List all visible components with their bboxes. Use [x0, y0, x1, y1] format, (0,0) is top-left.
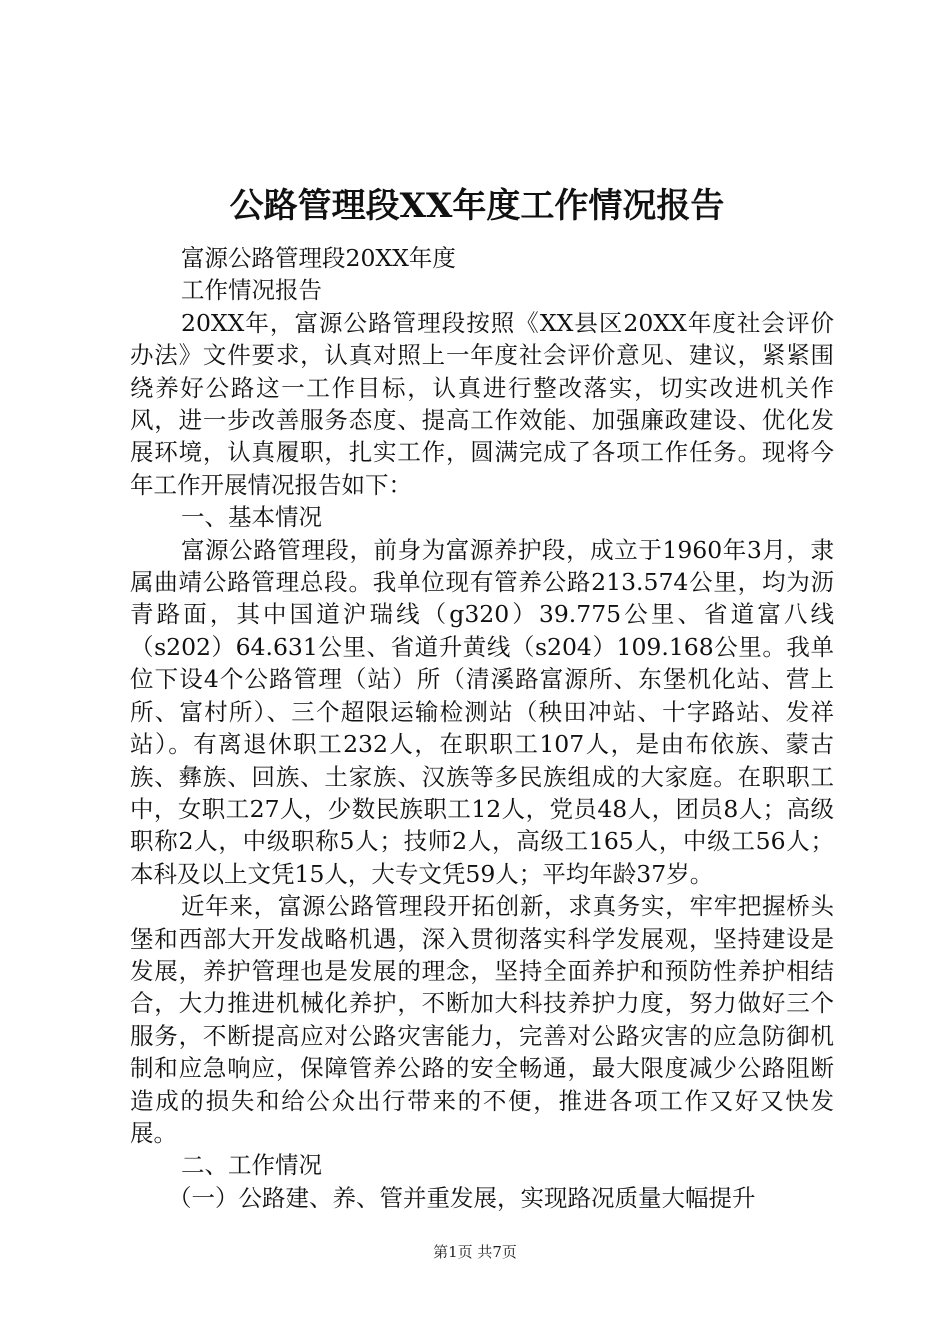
subtitle-line-2: 工作情况报告 — [181, 276, 322, 305]
heading-work-status: 二、工作情况 — [181, 1151, 322, 1180]
heading-basic-info: 一、基本情况 — [181, 503, 322, 532]
subtitle-line-1: 富源公路管理段20XX年度 — [181, 244, 456, 272]
basic-info-paragraph: 富源公路管理段，前身为富源养护段，成立于1960年3月，隶属曲靖公路管理总段。我单位现有管养公路213.574公里，均为沥青路面，其中国道沪瑞线（g320）39.775公里、省道富八线（s202）64.631公里、省道升黄线（s204）109.168公里。我单位下设4个公路管理（站）所（清溪路富源所、东堡机化站、营上所、富村所）、三个超限运输检测站（秧田冲站、十字路站、发祥站）。有离退休职工232人，在职职工107人，是由布依族、蒙古族、彝族、回族、土家族、汉族等多民族组成的大家庭。在职职工中，女职工27人，少数民族职工12人，党员48人，团员8人；高级职称2人，中级职称5人；技师2人，高级工165人，中级工56人；本科及以上文凭15人，大专文凭59人；平均年龄37岁。 — [130, 535, 834, 888]
recent-years-paragraph: 近年来，富源公路管理段开拓创新，求真务实，牢牢把握桥头堡和西部大开发战略机遇，深入贯彻落实科学发展观，坚持建设是发展，养护管理也是发展的理念，坚持全面养护和预防性养护相结合，大力推进机械化养护，不断加大科技养护力度，努力做好三个服务，不断提高应对公路灾害能力，完善对公路灾害的应急防御机制和应急响应，保障管养公路的安全畅通，最大限度减少公路阻断造成的损失和给公众出行带来的不便，推进各项工作又好又快发展。 — [130, 892, 834, 1147]
intro-paragraph: 20XX年，富源公路管理段按照《XX县区20XX年度社会评价办法》文件要求，认真对照上一年度社会评价意见、建议，紧紧围绕养好公路这一工作目标，认真进行整改落实，切实改进机关作风，进一步改善服务态度、提高工作效能、加强廉政建设、优化发展环境，认真履职，扎实工作，圆满完成了各项工作任务。现将今年工作开展情况报告如下： — [130, 308, 834, 499]
page-footer: 第1页 共7页 — [433, 1243, 517, 1261]
subheading-road-development: （一）公路建、养、管并重发展，实现路况质量大幅提升 — [168, 1183, 756, 1212]
document-page — [130, 176, 834, 1214]
document-title: 公路管理段XX年度工作情况报告 — [229, 186, 725, 226]
